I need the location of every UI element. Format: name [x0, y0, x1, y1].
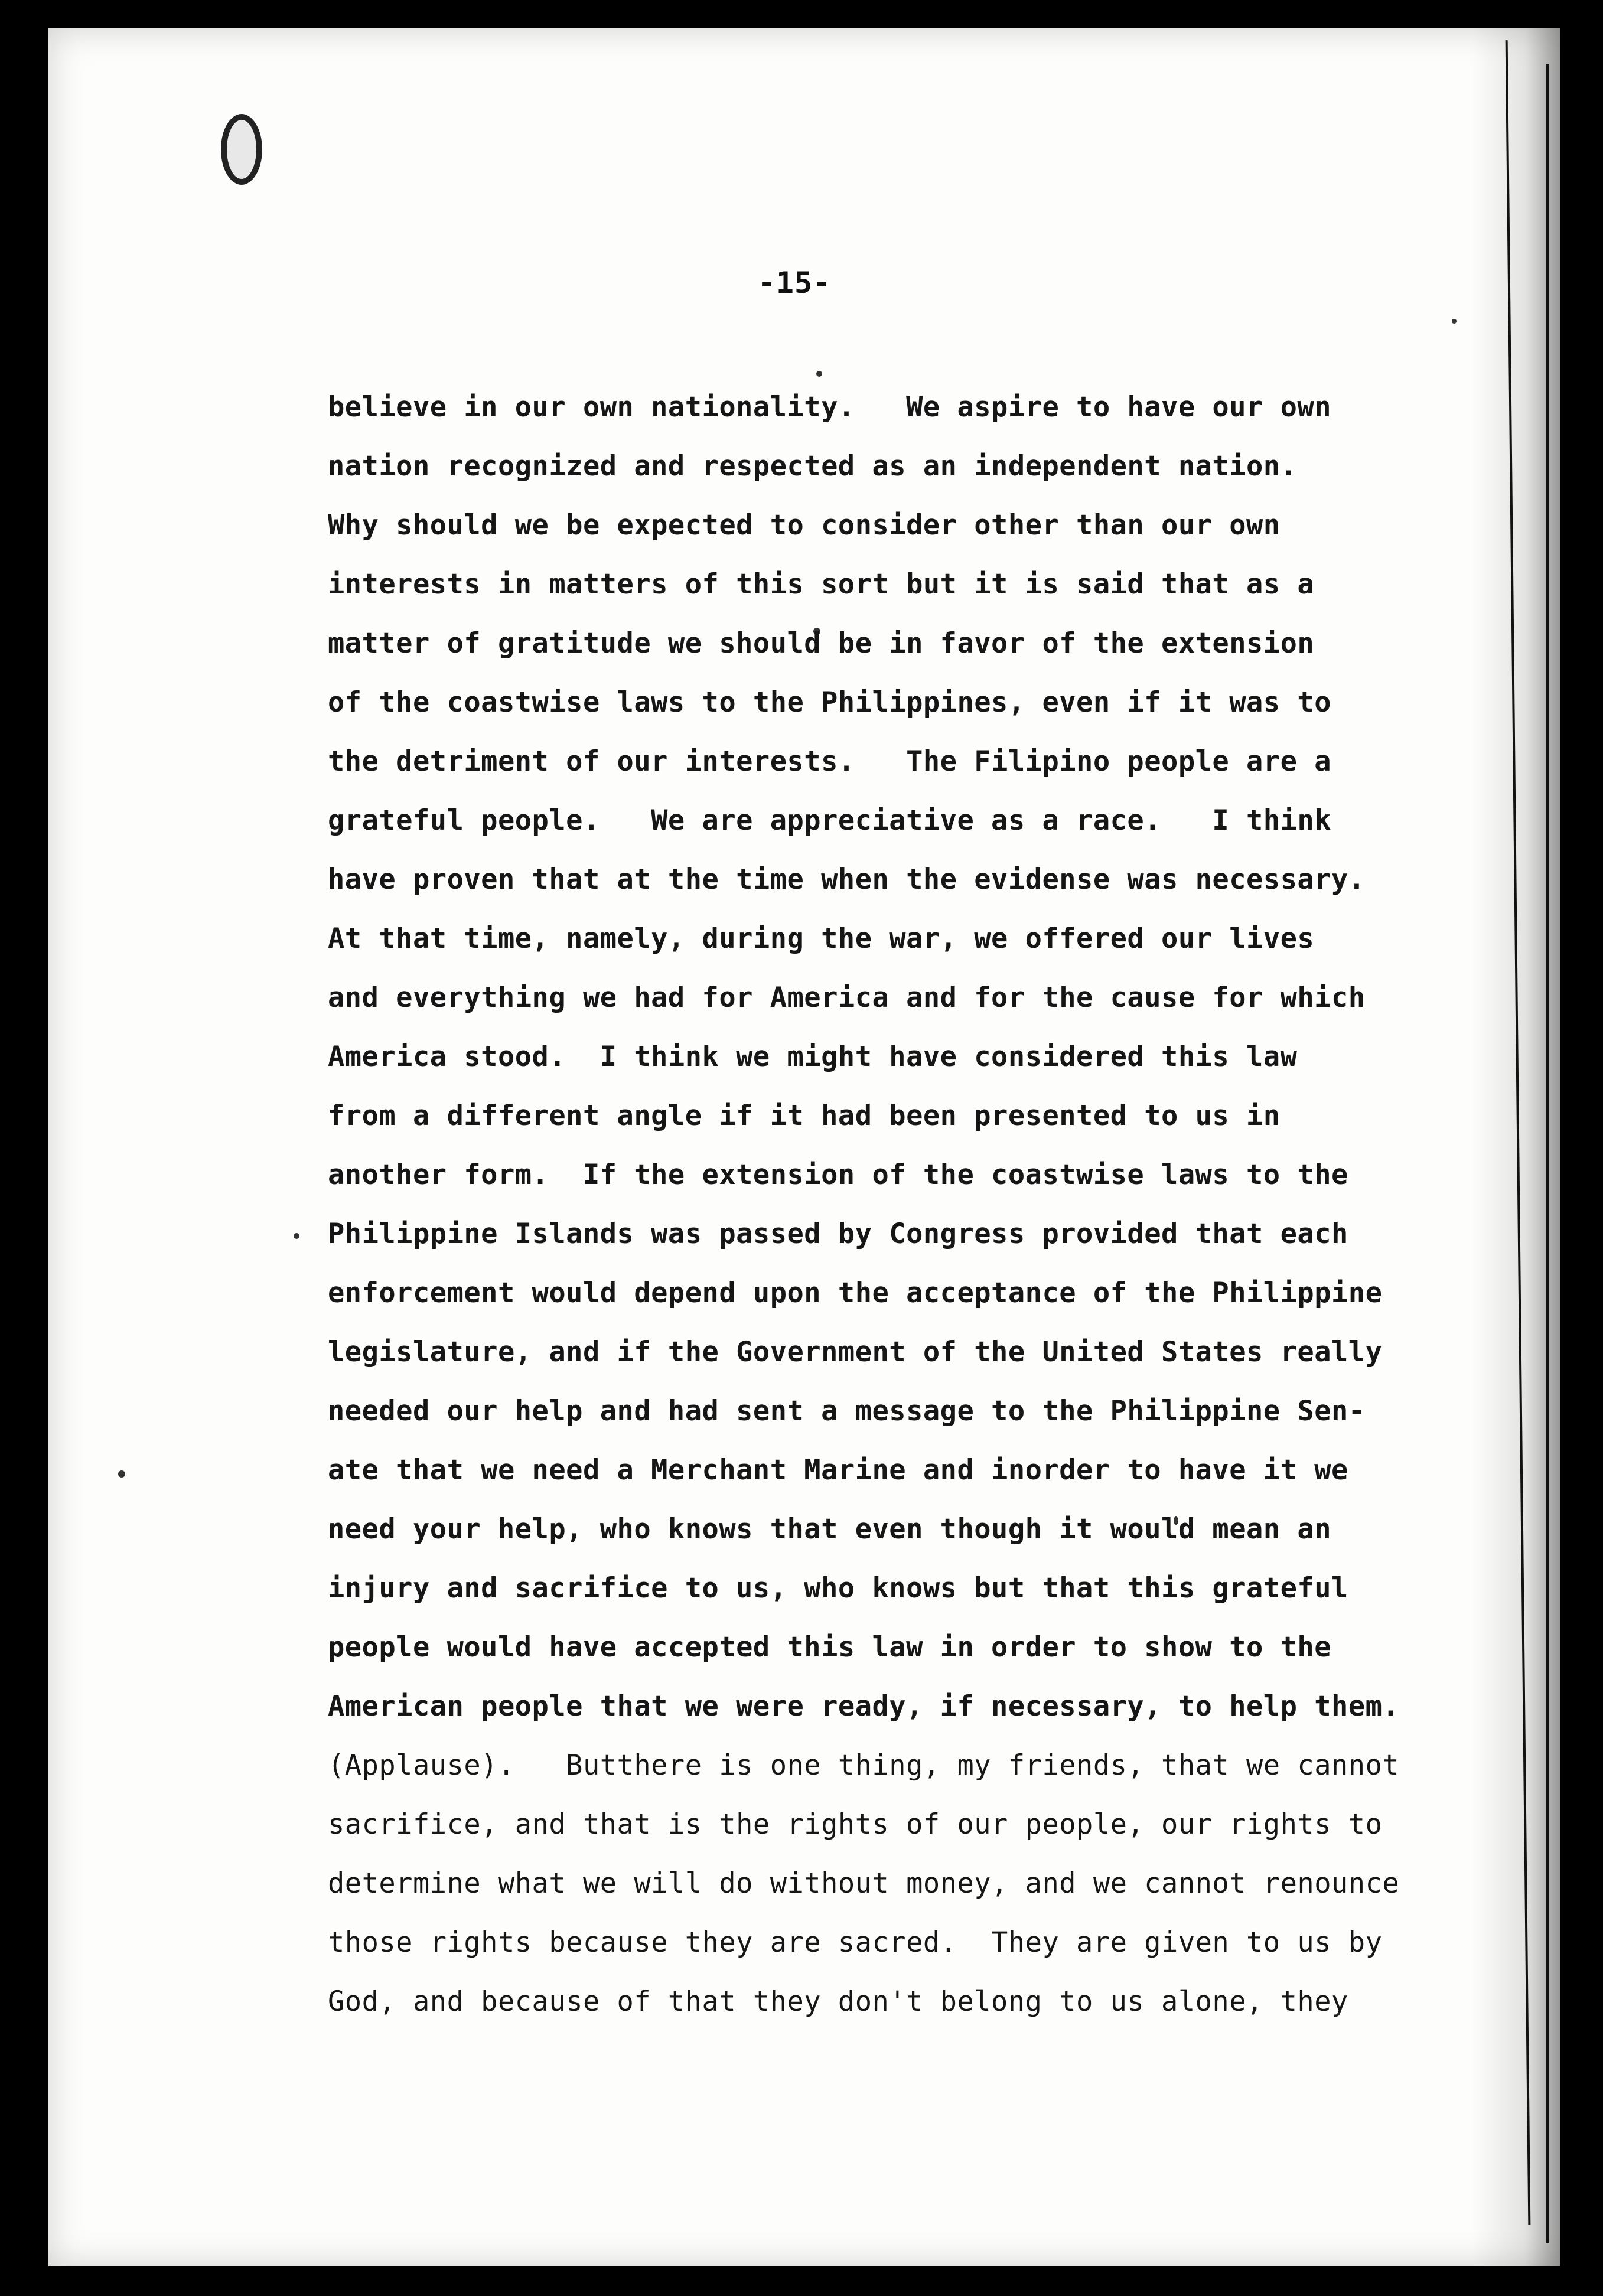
- text-line: the detriment of our interests. The Filipino people are a: [328, 745, 1331, 778]
- text-line: believe in our own nationality. We aspire to have our own: [328, 391, 1331, 423]
- punch-hole: [221, 114, 262, 185]
- text-line: of the coastwise laws to the Philippines, even if it was to: [328, 686, 1331, 719]
- text-line: Philippine Islands was passed by Congress provided that each: [328, 1218, 1348, 1250]
- text-line: people would have accepted this law in order to show to the: [328, 1631, 1331, 1664]
- ink-speck: [1452, 319, 1457, 324]
- text-line: enforcement would depend upon the acceptance of the Philippine: [328, 1277, 1383, 1309]
- ink-speck: [118, 1470, 125, 1478]
- ink-speck: [294, 1233, 299, 1239]
- text-line: nation recognized and respected as an independent nation.: [328, 450, 1298, 482]
- text-line: Why should we be expected to consider other than our own: [328, 509, 1281, 542]
- text-line: grateful people. We are appreciative as a race. I think: [328, 804, 1331, 837]
- text-line: those rights because they are sacred. They are given to us by: [328, 1926, 1383, 1959]
- ink-speck: [816, 371, 822, 377]
- text-line: God, and because of that they don't belong to us alone, they: [328, 1985, 1348, 2018]
- text-line: and everything we had for America and for the cause for which: [328, 981, 1366, 1014]
- text-line: interests in matters of this sort but it is said that as a: [328, 568, 1315, 601]
- text-line: (Applause). Butthere is one thing, my friends, that we cannot: [328, 1749, 1400, 1782]
- text-line: another form. If the extension of the coastwise laws to the: [328, 1159, 1348, 1191]
- text-line: from a different angle if it had been presented to us in: [328, 1100, 1281, 1132]
- document-body: [328, 378, 1480, 2031]
- text-line: need your help, who knows that even though it would mean an: [328, 1513, 1331, 1545]
- text-line: At that time, namely, during the war, we offered our lives: [328, 922, 1315, 955]
- text-line: American people that we were ready, if necessary, to help them.: [328, 1690, 1400, 1723]
- page-number: -15-: [757, 266, 832, 300]
- text-line: ate that we need a Merchant Marine and inorder to have it we: [328, 1454, 1348, 1486]
- text-line: determine what we will do without money, and we cannot renounce: [328, 1867, 1400, 1900]
- text-line: matter of gratitude we should be in favor of the extension: [328, 627, 1315, 660]
- page-fold-line: [1546, 64, 1549, 2243]
- text-line: injury and sacrifice to us, who knows but that this grateful: [328, 1572, 1348, 1604]
- text-line: legislature, and if the Government of the United States really: [328, 1336, 1383, 1368]
- text-line: needed our help and had sent a message to the Philippine Sen-: [328, 1395, 1366, 1427]
- text-line: have proven that at the time when the evidense was necessary.: [328, 863, 1366, 896]
- text-line: America stood. I think we might have considered this law: [328, 1041, 1298, 1073]
- text-line: sacrifice, and that is the rights of our people, our rights to: [328, 1808, 1383, 1841]
